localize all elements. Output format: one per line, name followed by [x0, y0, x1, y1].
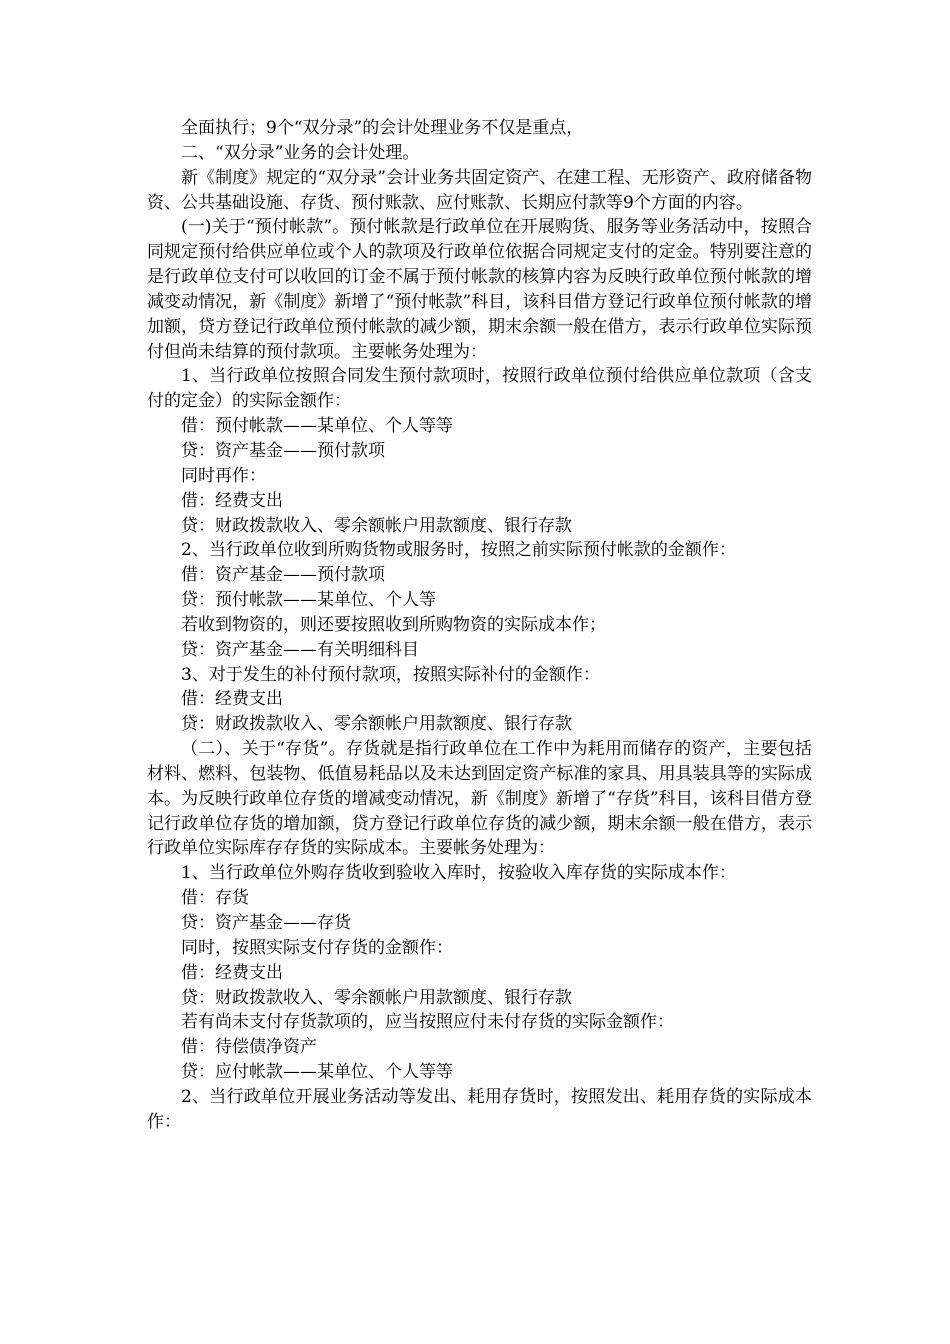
paragraph: 2、当行政单位开展业务活动等发出、耗用存货时，按照发出、耗用存货的实际成本作：: [147, 1086, 812, 1132]
entry-line: 贷：财政拨款收入、零余额帐户用款额度、银行存款: [181, 515, 572, 536]
section-heading: 二、“双分录”业务的会计处理。: [181, 142, 420, 163]
entry-line: 贷：应付帐款——某单位、个人等等: [181, 1062, 453, 1083]
entry-line: 借：经费支出: [181, 962, 283, 983]
paragraph: 若有尚未支付存货款项的，应当按照应付未付存货的实际金额作：: [181, 1012, 674, 1033]
paragraph: 2、当行政单位收到所购货物或服务时，按照之前实际预付帐款的金额作：: [181, 540, 736, 561]
entry-line: 贷：资产基金——预付款项: [181, 440, 385, 461]
entry-line: 贷：资产基金——存货: [181, 913, 351, 933]
entry-line: 借：经费支出: [181, 490, 283, 511]
entry-line: 贷：财政拨款收入、零余额帐户用款额度、银行存款: [181, 987, 572, 1008]
paragraph: 1、当行政单位外购存货收到验收入库时，按验收入库存货的实际成本作：: [181, 863, 736, 884]
paragraph: 新《制度》规定的“双分录”会计业务共固定资产、在建工程、无形资产、政府储备物资、公共基础设施、存货、预付账款、应付账款、长期应付款等9个方面的内容。: [147, 167, 812, 213]
entry-line: 借：预付帐款——某单位、个人等等: [181, 416, 453, 437]
paragraph: 1、当行政单位按照合同发生预付款项时，按照行政单位预付给供应单位款项（含支付的定金）的实际金额作：: [147, 366, 812, 412]
document-page: [147, 116, 812, 1135]
paragraph: 同时再作：: [181, 465, 266, 486]
paragraph: 3、对于发生的补付预付款项，按照实际补付的金额作：: [181, 664, 600, 685]
paragraph: 同时，按照实际支付存货的金额作：: [181, 937, 453, 958]
paragraph: 全面执行；9个“双分录”的会计处理业务不仅是重点，: [181, 118, 584, 138]
entry-line: 借：经费支出: [181, 689, 283, 710]
entry-line: 贷：财政拨款收入、零余额帐户用款额度、银行存款: [181, 714, 572, 735]
paragraph: 若收到物资的，则还要按照收到所购物资的实际成本作；: [181, 614, 606, 635]
paragraph: (一)关于“预付帐款”。预付帐款是行政单位在开展购货、服务等业务活动中，按照合同规定预付给供应单位或个人的款项及行政单位依据合同规定支付的定金。特别要注意的是行政单位支付可以收回的订金不属于预付帐款的核算内容为反映行政单位预付帐款的增减变动情况，新《制度》新增了“预付帐款”科目，该科目借方登记行政单位预付帐款的增加额，贷方登记行政单位预付帐款的减少额，期末余额一般在借方，表示行政单位实际预付但尚未结算的预付款项。主要帐务处理为：: [147, 217, 812, 362]
entry-line: 贷：预付帐款——某单位、个人等: [181, 590, 436, 611]
paragraph: （二）、关于“存货”。存货就是指行政单位在工作中为耗用而储存的资产，主要包括材料、燃料、包装物、低值易耗品以及未达到固定资产标准的家具、用具装具等的实际成本。为反映行政单位存货的增减变动情况，新《制度》新增了“存货”科目，该科目借方登记行政单位存货的增加额，贷方登记行政单位存货的减少额，期末余额一般在借方，表示行政单位实际库存存货的实际成本。主要帐务处理为：: [147, 739, 812, 859]
entry-line: 借：存货: [181, 888, 249, 909]
entry-line: 贷：资产基金——有关明细科目: [181, 639, 419, 660]
entry-line: 借：待偿债净资产: [181, 1037, 317, 1058]
entry-line: 借：资产基金——预付款项: [181, 565, 385, 586]
